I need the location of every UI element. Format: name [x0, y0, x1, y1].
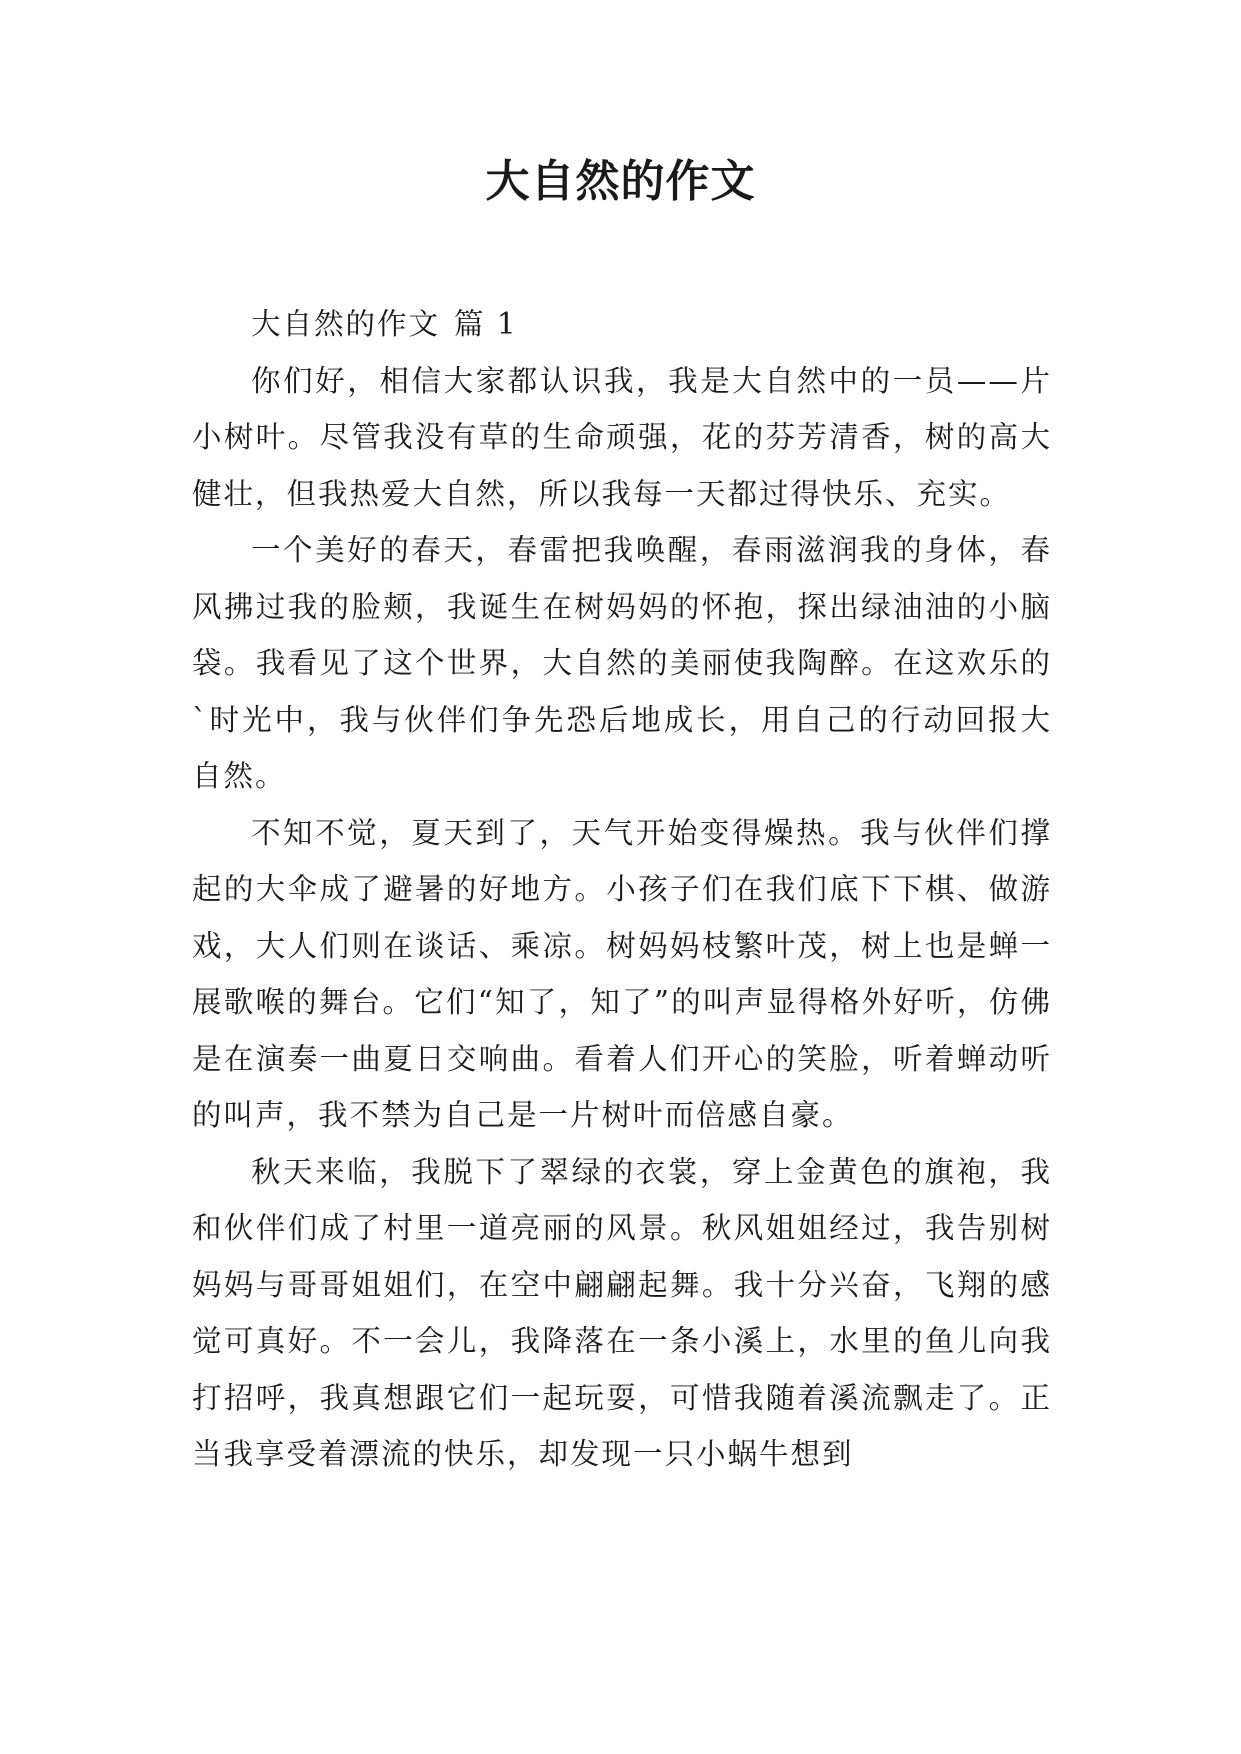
paragraph-2: 一个美好的春天，春雷把我唤醒，春雨滋润我的身体，春风拂过我的脸颊，我诞生在树妈妈的怀抱，探出绿油油的小脑袋。我看见了这个世界，大自然的美丽使我陶醉。在这欢乐的`时光中，我与伙伴们争先恐后地成长，用自己的行动回报大自然。 [192, 533, 1052, 793]
paragraph-4: 秋天来临，我脱下了翠绿的衣裳，穿上金黄色的旗袍，我和伙伴们成了村里一道亮丽的风景。秋风姐姐经过，我告别树妈妈与哥哥姐姐们，在空中翩翩起舞。我十分兴奋，飞翔的感觉可真好。不一会儿，我降落在一条小溪上，水里的鱼儿向我打招呼，我真想跟它们一起玩耍，可惜我随着溪流飘走了。正当我享受着漂流的快乐，却发现一只小蜗牛想到 [192, 1154, 1052, 1471]
section-heading [192, 296, 1052, 353]
paragraph-1: 你们好，相信大家都认识我，我是大自然中的一员——片小树叶。尽管我没有草的生命顽强，花的芬芳清香，树的高大健壮，但我热爱大自然，所以我每一天都过得快乐、充实。 [192, 363, 1052, 511]
paragraph-3: 不知不觉，夏天到了，天气开始变得燥热。我与伙伴们撑起的大伞成了避暑的好地方。小孩子们在我们底下下棋、做游戏，大人们则在谈话、乘凉。树妈妈枝繁叶茂，树上也是蝉一展歌喉的舞台。它们“知了，知了”的叫声显得格外好听，仿佛是在演奏一曲夏日交响曲。看着人们开心的笑脸，听着蝉动听的叫声，我不禁为自己是一片树叶而倍感自豪。 [192, 815, 1052, 1132]
document-body [192, 296, 1052, 1483]
section-heading-label: 大自然的作文 [251, 307, 441, 341]
section-heading-number: 篇 1 [454, 307, 518, 341]
document-title: 大自然的作文 [485, 156, 756, 207]
